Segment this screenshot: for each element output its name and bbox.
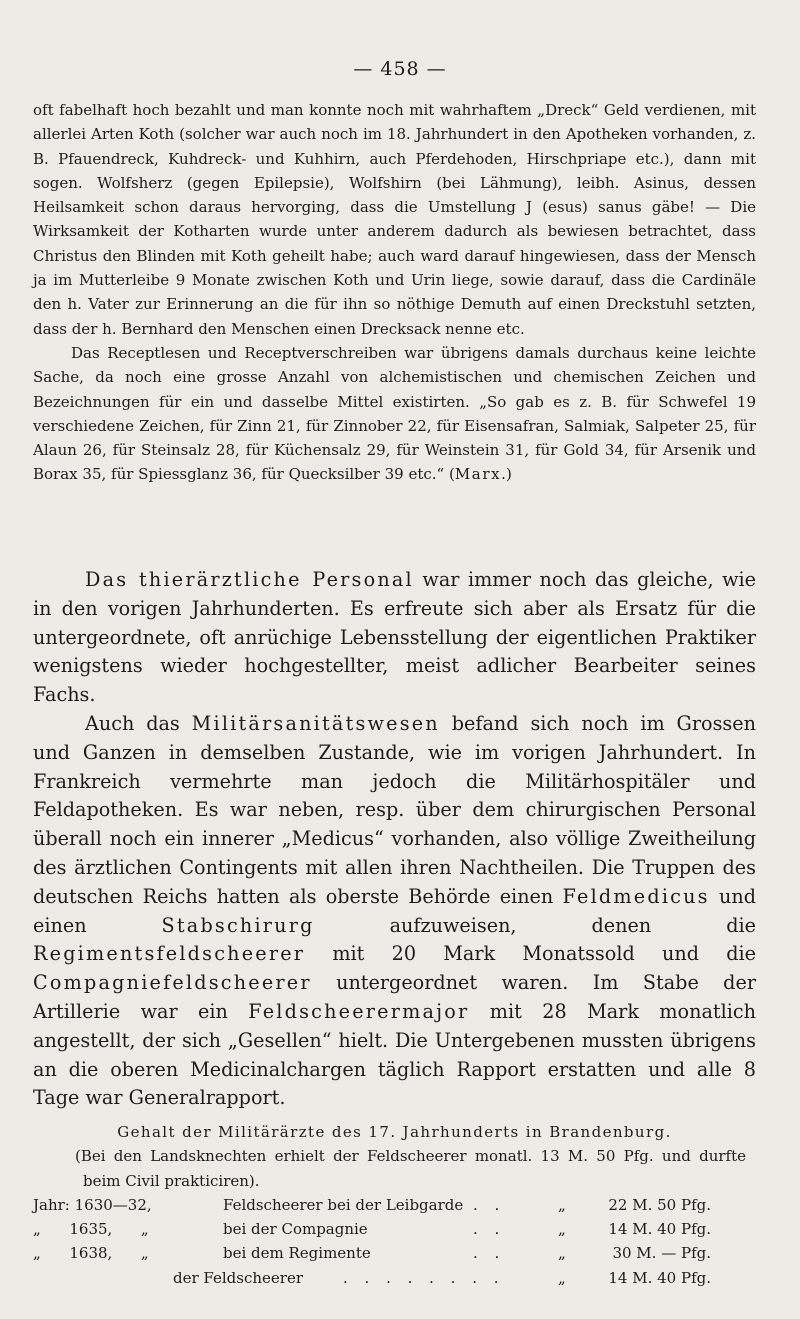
ditto-mark: „ <box>558 1195 566 1214</box>
footnote-paragraph-2-end: .) <box>501 465 512 484</box>
text-segment: befand sich noch im Grossen und Ganzen in demselben Zustande, wie im vorigen Jahrhundert. In Frankreich vermehrte man jedoch die Militärhospitäler und Feldapotheken. Es war neben, resp. über dem chirurgischen Personal überall noch ein innerer „Medicus“ vorhanden, also völlige Zweitheilung des ärztlichen Contingents mit allen ihren Nachtheilen. Die Truppen des deutschen Reichs hatten als oberste Behörde einen <box>33 711 756 908</box>
term-military-medicine: Militärsanitätswesen <box>191 711 440 735</box>
footnote-paragraph-1: oft fabelhaft hoch bezahlt und man konnte noch mit wahrhaftem „Dreck“ Geld verdienen, mit allerlei Arten Koth (solcher war auch noch im 18. Jahrhundert in den Apotheken vorhanden, z. B. Pfauendreck, Kuhdreck- und Kuhhirn, auch Pferdehoden, Hirschpriape etc.), dann mit sogen. Wolfsherz (gegen Epilepsie), Wolfshirn (bei Lähmung), leibh. Asinus, dessen Heilsamkeit schon daraus hervorging, dass die Umstellung J (esus) sanus gäbe! — Die Wirksamkeit der Kotharten wurde unter anderem dadurch als bewiesen betrachtet, dass Christus den Blinden mit Koth geheilt habe; auch ward darauf hingewiesen, dass der Mensch ja im Mutterleibe 9 Monate zwischen Koth und Urin liege, sowie darauf, dass die Cardinäle den h. Vater zur Erinnerung an die für ihn so nöthige Demuth auf einen Dreckstuhl setzten, dass der h. Bernhard den Menschen einen Drecksack nenne etc. <box>33 101 756 338</box>
salary-table-title: Gehalt der Militärärzte des 17. Jahrhunderts in Brandenburg. <box>117 1123 672 1141</box>
paragraph-veterinary-text: war immer noch das gleiche, wie in den vorigen Jahrhunderten. Es erfreute sich aber als Ersatz für die untergeordnete, oft anrüchige Lebensstellung der eigentlichen Praktiker wenigstens wieder hochgestellter, meist adlicher Bearbeiter seines Fachs. <box>33 568 756 707</box>
footnote-block <box>33 98 756 487</box>
ditto-mark: „ <box>558 1220 566 1239</box>
paragraph-veterinary <box>33 566 756 710</box>
footnote-paragraph-2-text: Das Receptlesen und Receptverschreiben war übrigens damals durchaus keine leichte Sache, da noch eine grosse Anzahl von alchemistischen und chemischen Zeichen und Bezeichnungen für ein und dasselbe Mittel existirten. „So gab es z. B. für Schwefel 19 verschiedene Zeichen, für Zinn 21, für Zinnober 22, für Eisensafran, Salmiak, Salpeter 25, für Alaun 26, für Steinsalz 28, für Küchensalz 29, für Weinstein 31, für Gold 34, für Arsenik und Borax 35, für Spiessglanz 36, für Quecksilber 39 etc.“ ( <box>33 343 756 484</box>
paragraph-military-medicine <box>33 710 756 1113</box>
text-segment: untergeordnet waren. Im Stabe der Artillerie war ein <box>33 971 756 1023</box>
term-feldmedicus: Feldmedicus <box>562 884 710 908</box>
footnote-paragraph-2 <box>33 341 756 487</box>
salary-description: Feldscheerer bei der Leibgarde <box>223 1195 464 1214</box>
text-segment: Auch das <box>85 711 192 735</box>
text-segment: aufzuweisen, denen die <box>314 913 756 937</box>
text-segment: mit 28 Mark monatlich angestellt, der sich „Gesellen“ hielt. Die Untergebenen mussten übrigens an die oberen Medicinalchargen täglich Rapport erstatten und alle 8 Tage war Generalrapport. <box>33 999 756 1110</box>
page-number: — 458 — <box>353 58 447 80</box>
salary-table-note: (Bei den Landsknechten erhielt der Feldscheerer monatl. 13 M. 50 Pfg. und durfte beim Civil prakticiren). <box>75 1147 746 1190</box>
salary-row <box>33 1266 756 1290</box>
salary-amount: 22 M. 50 Pfg. <box>608 1195 711 1214</box>
leader-dots: . . <box>473 1244 506 1263</box>
salary-row <box>33 1241 756 1265</box>
author-citation: Marx <box>454 465 502 484</box>
term-feldscheerermajor: Feldscheerermajor <box>248 999 470 1023</box>
leader-dots: . . <box>473 1220 506 1239</box>
salary-amount: 14 M. 40 Pfg. <box>608 1220 711 1239</box>
term-compagniefeldscheerer: Compagniefeldscheerer <box>33 971 312 995</box>
term-veterinary-personnel: Das thierärztliche Personal <box>85 568 414 591</box>
leader-dots: . . . . . . . . <box>343 1268 505 1287</box>
salary-year: „ 1638, „ <box>33 1244 149 1263</box>
ditto-mark: „ <box>558 1244 566 1263</box>
salary-year: der Feldscheerer <box>173 1268 304 1287</box>
term-stabschirurg: Stabschirurg <box>161 913 315 937</box>
salary-amount: 30 M. — Pfg. <box>612 1244 711 1263</box>
salary-rows <box>33 1193 756 1290</box>
salary-row <box>33 1193 756 1217</box>
ditto-mark: „ <box>558 1268 566 1287</box>
salary-amount: 14 M. 40 Pfg. <box>608 1268 711 1287</box>
text-segment: und einen <box>33 884 756 937</box>
main-text-block <box>33 566 756 1113</box>
salary-row <box>33 1217 756 1241</box>
term-regimentsfeldscheerer: Regimentsfeldscheerer <box>33 942 306 966</box>
salary-year: „ 1635, „ <box>33 1220 149 1239</box>
salary-description: bei dem Regimente <box>223 1244 371 1263</box>
text-segment: mit 20 Mark Monatssold und die <box>305 942 756 966</box>
salary-year: Jahr: 1630—32, <box>33 1195 152 1214</box>
salary-description: bei der Compagnie <box>223 1220 368 1239</box>
leader-dots: . . <box>473 1195 506 1214</box>
salary-table <box>33 1120 756 1290</box>
